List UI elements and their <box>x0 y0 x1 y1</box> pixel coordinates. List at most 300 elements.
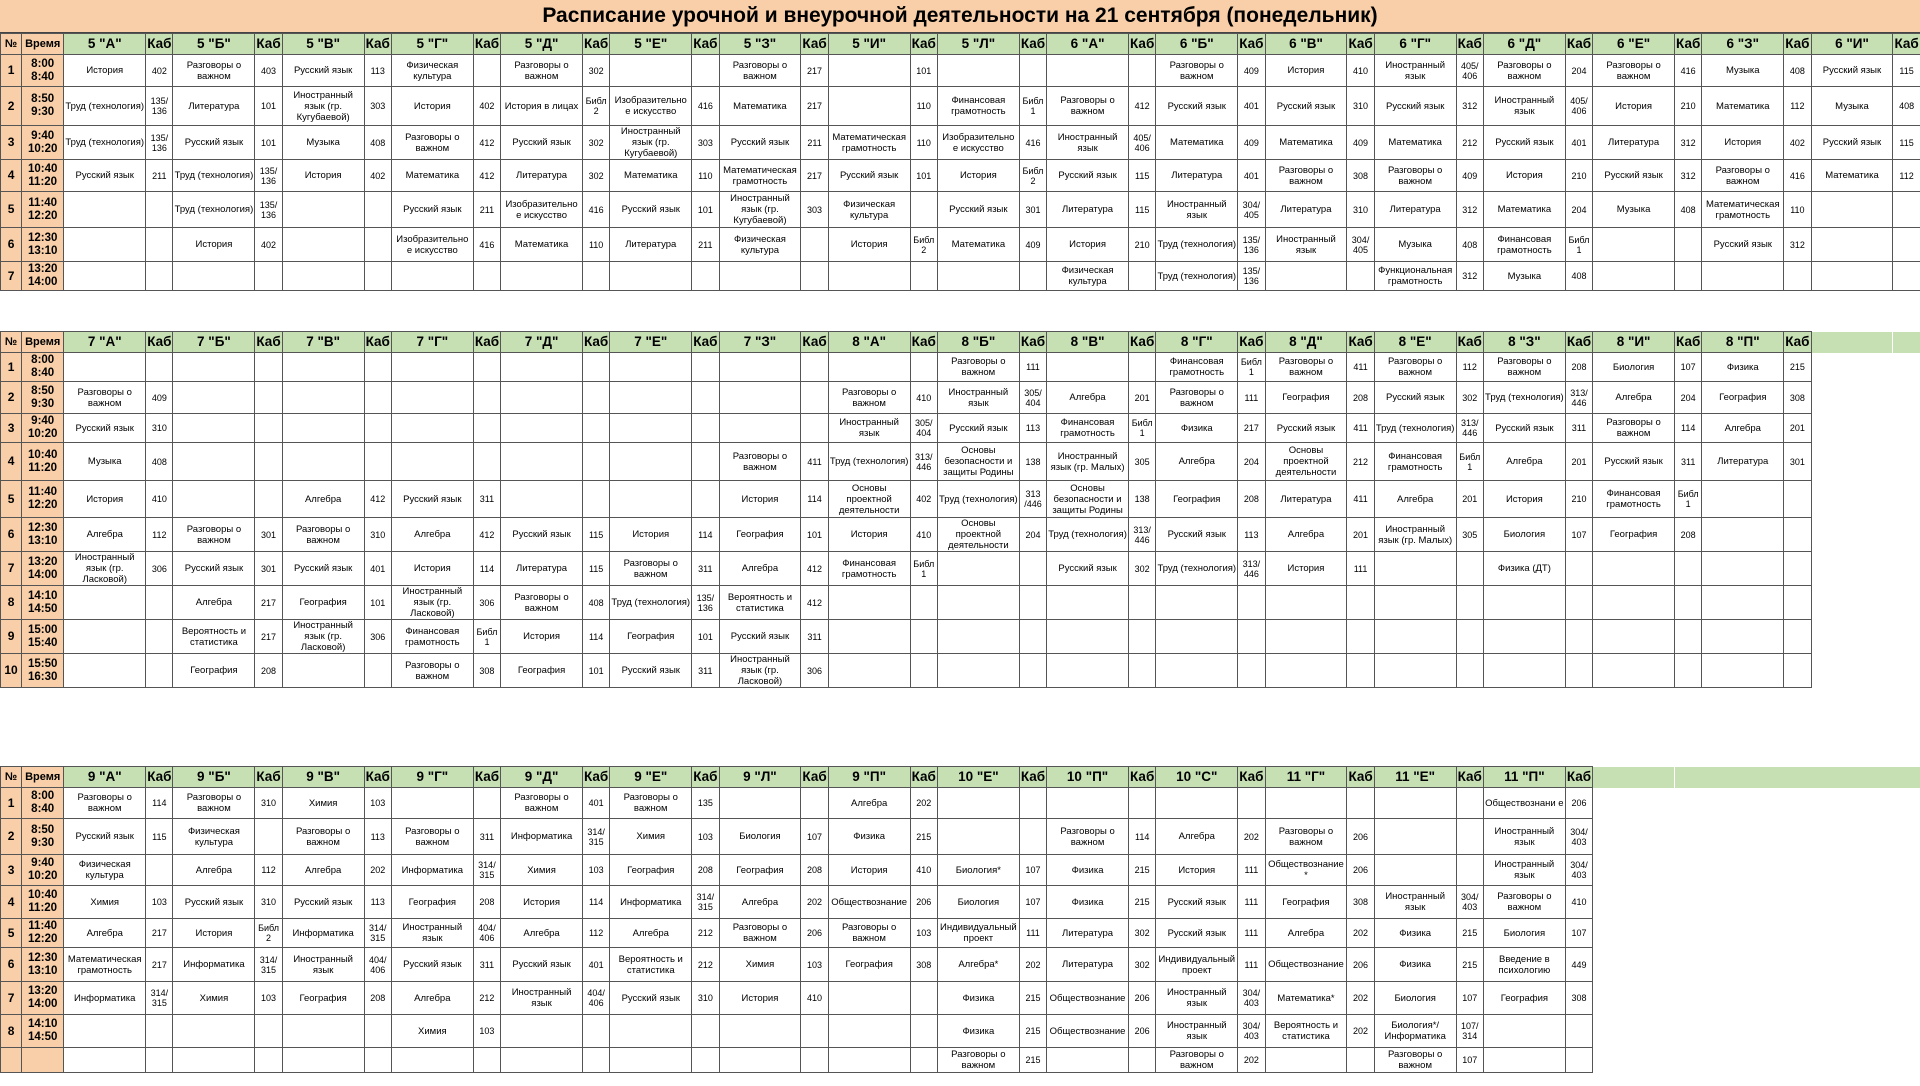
subject-cell: Русский язык <box>1483 414 1565 443</box>
subject-cell: Основы проектной деятельности <box>1265 443 1347 481</box>
room-cell: 409 <box>1238 126 1265 160</box>
subject-cell: Иностранный язык <box>501 982 583 1015</box>
room-cell: 304/ 403 <box>1238 982 1265 1015</box>
subject-cell: Русский язык <box>1811 55 1893 87</box>
header-class: 8 "А" <box>828 332 910 353</box>
subject-cell: История <box>391 87 473 126</box>
room-cell: 204 <box>1238 443 1265 481</box>
subject-cell <box>1156 654 1238 688</box>
subject-cell <box>282 228 364 262</box>
header-class: 9 "Б" <box>173 767 255 788</box>
lesson-row <box>1 620 1920 654</box>
room-cell: 410 <box>910 518 937 552</box>
room-cell: 305/ 404 <box>910 414 937 443</box>
header-class: 10 "С" <box>1156 767 1238 788</box>
room-cell: 411 <box>801 443 828 481</box>
lesson-time: 8:50 9:30 <box>22 87 64 126</box>
room-cell <box>1893 886 1920 919</box>
header-room: Каб <box>801 767 828 788</box>
room-cell: 107 <box>1019 886 1046 919</box>
subject-cell: Финансовая грамотность <box>828 552 910 586</box>
room-cell: 103 <box>692 819 719 855</box>
subject-cell <box>1811 855 1893 886</box>
subject-cell <box>1702 620 1784 654</box>
subject-cell <box>1156 586 1238 620</box>
room-cell <box>1675 855 1702 886</box>
room-cell <box>910 654 937 688</box>
subject-cell: Основы проектной деятельности <box>937 518 1019 552</box>
room-cell: 311 <box>692 654 719 688</box>
room-cell <box>473 443 500 481</box>
subject-cell: Физическая культура <box>391 55 473 87</box>
header-room: Каб <box>1565 767 1592 788</box>
subject-cell: Функциональная грамотность <box>1374 262 1456 291</box>
room-cell <box>583 414 610 443</box>
subject-cell <box>1702 262 1784 291</box>
room-cell: 212 <box>692 919 719 948</box>
room-cell <box>801 382 828 414</box>
subject-cell: Разговоры о важном <box>391 819 473 855</box>
room-cell: 405/ 406 <box>1565 87 1592 126</box>
room-cell: 111 <box>1238 948 1265 982</box>
subject-cell: Изобразительно е искусство <box>501 192 583 228</box>
subject-cell: Алгебра <box>1156 443 1238 481</box>
subject-cell: Основы проектной деятельности <box>828 481 910 518</box>
room-cell: 202 <box>1347 982 1374 1015</box>
header-number: № <box>1 34 22 55</box>
subject-cell: История <box>828 855 910 886</box>
room-cell <box>1784 620 1811 654</box>
room-cell: 408 <box>583 586 610 620</box>
subject-cell: Математика <box>719 87 801 126</box>
room-cell <box>146 262 173 291</box>
room-cell <box>583 353 610 382</box>
subject-cell <box>828 1015 910 1048</box>
room-cell <box>1675 654 1702 688</box>
room-cell <box>1456 654 1483 688</box>
header-class: 11 "Е" <box>1374 767 1456 788</box>
schedule-block-2 <box>0 331 1920 688</box>
subject-cell: Математика* <box>1265 982 1347 1015</box>
room-cell: 101 <box>801 518 828 552</box>
subject-cell <box>1702 1015 1784 1048</box>
subject-cell <box>1811 228 1893 262</box>
subject-cell: Русский язык <box>1374 87 1456 126</box>
room-cell: 310 <box>1347 192 1374 228</box>
room-cell: 112 <box>146 518 173 552</box>
room-cell <box>1565 586 1592 620</box>
subject-cell <box>1593 654 1675 688</box>
subject-cell: Вероятность и статистика <box>1265 1015 1347 1048</box>
room-cell: 103 <box>364 788 391 819</box>
subject-cell <box>719 1015 801 1048</box>
lesson-number: 1 <box>1 353 22 382</box>
room-cell <box>146 620 173 654</box>
subject-cell: Физика <box>937 1015 1019 1048</box>
room-cell: 206 <box>1129 982 1156 1015</box>
subject-cell <box>391 443 473 481</box>
subject-cell: Русский язык <box>610 654 692 688</box>
room-cell: 312 <box>1456 262 1483 291</box>
lesson-row <box>1 819 1920 855</box>
header-time: Время <box>22 34 64 55</box>
subject-cell: Математика <box>1702 87 1784 126</box>
subject-cell <box>282 192 364 228</box>
room-cell: 101 <box>692 620 719 654</box>
header-class: 7 "В" <box>282 332 364 353</box>
lesson-time: 10:40 11:20 <box>22 886 64 919</box>
subject-cell: Обществознание * <box>1265 855 1347 886</box>
subject-cell: География <box>610 855 692 886</box>
subject-cell: Литература <box>1047 192 1129 228</box>
header-room: Каб <box>1565 332 1592 353</box>
room-cell <box>1456 788 1483 819</box>
room-cell: 113 <box>364 55 391 87</box>
subject-cell: Математика <box>1483 192 1565 228</box>
subject-cell <box>937 586 1019 620</box>
room-cell: 204 <box>1565 55 1592 87</box>
subject-cell <box>282 1015 364 1048</box>
room-cell <box>692 481 719 518</box>
subject-cell <box>1374 552 1456 586</box>
subject-cell <box>828 654 910 688</box>
subject-cell: География <box>610 620 692 654</box>
subject-cell <box>64 353 146 382</box>
header-room: Каб <box>1675 332 1702 353</box>
subject-cell: Иностранный язык <box>1265 228 1347 262</box>
room-cell: 217 <box>146 919 173 948</box>
subject-cell: Разговоры о важном <box>64 788 146 819</box>
room-cell: 101 <box>910 55 937 87</box>
room-cell: 410 <box>146 481 173 518</box>
room-cell: 114 <box>801 481 828 518</box>
header-class: 9 "Г" <box>391 767 473 788</box>
subject-cell <box>1593 552 1675 586</box>
room-cell: 313/ 446 <box>1238 552 1265 586</box>
room-cell <box>1893 855 1920 886</box>
room-cell <box>1238 788 1265 819</box>
room-cell: 402 <box>1784 126 1811 160</box>
subject-cell: История <box>1483 481 1565 518</box>
lesson-number: 7 <box>1 552 22 586</box>
header-class: 5 "В" <box>282 34 364 55</box>
subject-cell <box>937 55 1019 87</box>
subject-cell: Информатика <box>64 982 146 1015</box>
subject-cell <box>1811 620 1893 654</box>
room-cell <box>1456 586 1483 620</box>
room-cell: 110 <box>910 87 937 126</box>
lesson-time: 9:40 10:20 <box>22 855 64 886</box>
header-class: 5 "И" <box>828 34 910 55</box>
room-cell <box>1565 620 1592 654</box>
room-cell: 410 <box>910 382 937 414</box>
subject-cell: История <box>173 919 255 948</box>
room-cell: 115 <box>146 819 173 855</box>
room-cell <box>255 819 282 855</box>
room-cell: 314/ 315 <box>692 886 719 919</box>
header-room: Каб <box>146 767 173 788</box>
subject-cell <box>1702 948 1784 982</box>
subject-cell: Алгебра <box>501 919 583 948</box>
room-cell: 217 <box>255 586 282 620</box>
room-cell <box>1675 262 1702 291</box>
room-cell <box>364 382 391 414</box>
subject-cell: История <box>1702 126 1784 160</box>
header-class: 6 "З" <box>1702 34 1784 55</box>
subject-cell: Разговоры о важном <box>610 552 692 586</box>
room-cell: 211 <box>801 126 828 160</box>
room-cell <box>473 353 500 382</box>
room-cell: 312 <box>1675 160 1702 192</box>
subject-cell <box>828 1048 910 1073</box>
lesson-row <box>1 518 1920 552</box>
subject-cell: Русский язык <box>64 414 146 443</box>
subject-cell: Литература <box>1047 919 1129 948</box>
subject-cell <box>1593 855 1675 886</box>
subject-cell <box>1483 654 1565 688</box>
room-cell: 215 <box>1019 1015 1046 1048</box>
subject-cell: Иностранный язык <box>1483 819 1565 855</box>
subject-cell: Химия <box>173 982 255 1015</box>
header-class: 6 "Д" <box>1483 34 1565 55</box>
room-cell: 412 <box>473 160 500 192</box>
room-cell <box>801 1015 828 1048</box>
room-cell: 408 <box>1784 55 1811 87</box>
subject-cell: Литература <box>501 552 583 586</box>
room-cell <box>1893 443 1920 481</box>
header-class: 8 "Б" <box>937 332 1019 353</box>
room-cell <box>1675 228 1702 262</box>
room-cell <box>1893 1048 1920 1073</box>
room-cell: 135/ 136 <box>692 586 719 620</box>
room-cell <box>1129 55 1156 87</box>
room-cell: 208 <box>473 886 500 919</box>
lesson-row <box>1 228 1920 262</box>
subject-cell <box>1811 982 1893 1015</box>
subject-cell: География <box>1702 382 1784 414</box>
room-cell: 449 <box>1565 948 1592 982</box>
room-cell <box>1784 262 1811 291</box>
subject-cell: География <box>1265 382 1347 414</box>
subject-cell: Литература <box>1374 192 1456 228</box>
lesson-row <box>1 414 1920 443</box>
page-title: Расписание урочной и внеурочной деятельности на 21 сентября (понедельник) <box>0 0 1920 33</box>
subject-cell: Математика <box>391 160 473 192</box>
lesson-number: 5 <box>1 192 22 228</box>
subject-cell <box>1811 443 1893 481</box>
subject-cell: Разговоры о важном <box>1593 55 1675 87</box>
subject-cell: Изобразительно е искусство <box>391 228 473 262</box>
room-cell: 212 <box>1456 126 1483 160</box>
lesson-row <box>1 586 1920 620</box>
room-cell: 302 <box>583 160 610 192</box>
lesson-time: 14:10 14:50 <box>22 586 64 620</box>
room-cell: 306 <box>364 620 391 654</box>
subject-cell: Разговоры о важном <box>828 382 910 414</box>
subject-cell: Труд (технология) <box>610 586 692 620</box>
room-cell: 409 <box>1456 160 1483 192</box>
lesson-number: 6 <box>1 228 22 262</box>
subject-cell: Алгебра <box>1265 518 1347 552</box>
subject-cell: Русский язык <box>610 982 692 1015</box>
room-cell: 217 <box>801 55 828 87</box>
room-cell: 212 <box>473 982 500 1015</box>
subject-cell <box>1593 819 1675 855</box>
room-cell: 412 <box>801 586 828 620</box>
subject-cell: Разговоры о важном <box>937 1048 1019 1073</box>
subject-cell <box>282 382 364 414</box>
subject-cell <box>610 414 692 443</box>
subject-cell: Русский язык <box>391 481 473 518</box>
subject-cell: География <box>282 982 364 1015</box>
header-class: 6 "Б" <box>1156 34 1238 55</box>
subject-cell: Алгебра <box>391 518 473 552</box>
room-cell: 138 <box>1019 443 1046 481</box>
header-room: Каб <box>583 34 610 55</box>
subject-cell: Вероятность и статистика <box>719 586 801 620</box>
room-cell: 304/ 403 <box>1456 886 1483 919</box>
subject-cell: Физическая культура <box>828 192 910 228</box>
lesson-number: 4 <box>1 160 22 192</box>
header-room: Каб <box>583 767 610 788</box>
room-cell: 217 <box>801 87 828 126</box>
subject-cell: История в лицах <box>501 87 583 126</box>
subject-cell <box>1593 982 1675 1015</box>
lesson-number <box>1 1048 22 1073</box>
subject-cell <box>1702 919 1784 948</box>
subject-cell <box>610 443 692 481</box>
room-cell <box>1893 919 1920 948</box>
subject-cell <box>64 586 146 620</box>
lesson-time: 8:00 8:40 <box>22 55 64 87</box>
room-cell <box>1893 552 1920 586</box>
room-cell: 113 <box>1019 414 1046 443</box>
room-cell <box>1675 948 1702 982</box>
subject-cell <box>1593 788 1675 819</box>
subject-cell: Русский язык <box>501 126 583 160</box>
header-room: Каб <box>1893 34 1920 55</box>
subject-cell: Изобразительно е искусство <box>937 126 1019 160</box>
room-cell: 111 <box>1238 919 1265 948</box>
subject-cell <box>828 982 910 1015</box>
room-cell <box>1893 518 1920 552</box>
room-cell: 404/ 406 <box>364 948 391 982</box>
room-cell <box>1456 819 1483 855</box>
lesson-time: 9:40 10:20 <box>22 126 64 160</box>
subject-cell: Русский язык <box>719 126 801 160</box>
lesson-number: 8 <box>1 1015 22 1048</box>
room-cell <box>801 788 828 819</box>
room-cell: 301 <box>255 552 282 586</box>
subject-cell <box>1374 788 1456 819</box>
room-cell <box>1893 353 1920 382</box>
subject-cell <box>610 353 692 382</box>
subject-cell: Химия <box>391 1015 473 1048</box>
subject-cell: Русский язык <box>501 948 583 982</box>
subject-cell <box>173 481 255 518</box>
subject-cell <box>828 586 910 620</box>
subject-cell: Физика <box>1702 353 1784 382</box>
lesson-row <box>1 552 1920 586</box>
room-cell: 312 <box>1675 126 1702 160</box>
subject-cell: Информатика <box>501 819 583 855</box>
header-class: 9 "Д" <box>501 767 583 788</box>
header-class: 6 "В" <box>1265 34 1347 55</box>
room-cell: 311 <box>801 620 828 654</box>
room-cell <box>146 586 173 620</box>
lesson-time: 11:40 12:20 <box>22 192 64 228</box>
room-cell <box>1893 228 1920 262</box>
subject-cell <box>64 1015 146 1048</box>
subject-cell <box>173 382 255 414</box>
lesson-row <box>1 654 1920 688</box>
subject-cell <box>1702 586 1784 620</box>
room-cell: 416 <box>1675 55 1702 87</box>
header-room: Каб <box>910 332 937 353</box>
room-cell: 202 <box>1347 1015 1374 1048</box>
room-cell <box>473 382 500 414</box>
subject-cell <box>501 1015 583 1048</box>
header-room: Каб <box>364 332 391 353</box>
room-cell: 202 <box>910 788 937 819</box>
subject-cell: Информатика <box>173 948 255 982</box>
room-cell: 113 <box>364 819 391 855</box>
subject-cell: Разговоры о важном <box>719 55 801 87</box>
room-cell: 115 <box>583 518 610 552</box>
subject-cell: Иностранный язык (гр. Ласковой) <box>64 552 146 586</box>
room-cell <box>1784 819 1811 855</box>
subject-cell <box>1593 919 1675 948</box>
subject-cell <box>1047 353 1129 382</box>
room-cell: Библ 1 <box>1456 443 1483 481</box>
header-class: 9 "П" <box>828 767 910 788</box>
room-cell <box>910 1048 937 1073</box>
header-class: 6 "Е" <box>1593 34 1675 55</box>
subject-cell: Иностранный язык <box>828 414 910 443</box>
room-cell: Библ 1 <box>1019 87 1046 126</box>
room-cell: 412 <box>364 481 391 518</box>
header-room: Каб <box>1456 767 1483 788</box>
room-cell: 111 <box>1347 552 1374 586</box>
room-cell: 310 <box>255 788 282 819</box>
subject-cell: История <box>1483 160 1565 192</box>
lesson-row <box>1 160 1920 192</box>
lesson-row <box>1 788 1920 819</box>
room-cell: Библ 1 <box>1238 353 1265 382</box>
room-cell: 409 <box>146 382 173 414</box>
room-cell <box>1019 586 1046 620</box>
room-cell: 313/ 446 <box>1456 414 1483 443</box>
room-cell <box>255 262 282 291</box>
subject-cell: Физика (ДТ) <box>1483 552 1565 586</box>
subject-cell <box>610 55 692 87</box>
room-cell <box>1129 788 1156 819</box>
lesson-number: 4 <box>1 443 22 481</box>
subject-cell <box>610 481 692 518</box>
room-cell: 210 <box>1675 87 1702 126</box>
room-cell: 305 <box>1456 518 1483 552</box>
subject-cell <box>719 414 801 443</box>
room-cell: 215 <box>1129 855 1156 886</box>
room-cell: 314/ 315 <box>146 982 173 1015</box>
header-room: Каб <box>473 332 500 353</box>
lesson-row <box>1 1015 1920 1048</box>
header-class: 6 "И" <box>1811 34 1893 55</box>
subject-cell: География <box>391 886 473 919</box>
subject-cell: Биология <box>1483 919 1565 948</box>
room-cell: Библ 1 <box>1565 228 1592 262</box>
subject-cell: Литература <box>1265 481 1347 518</box>
